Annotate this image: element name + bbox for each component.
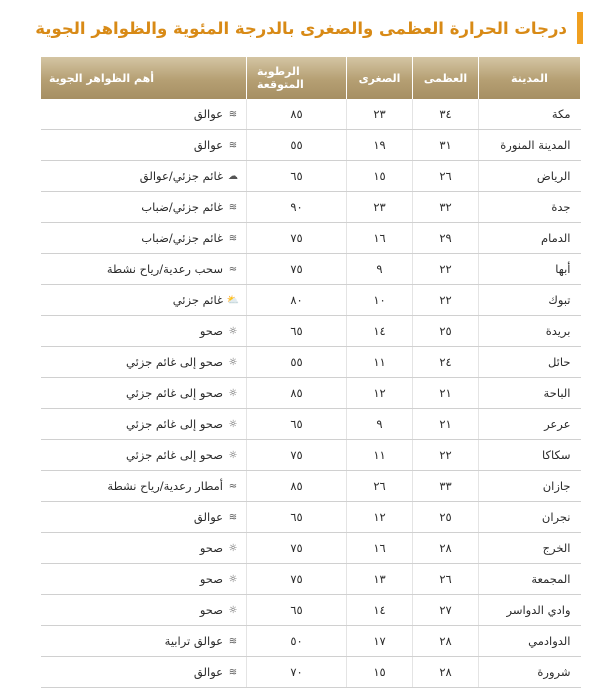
weather-table xyxy=(40,57,581,688)
table-row xyxy=(41,223,581,254)
cell-max: ٢٩ xyxy=(413,223,479,254)
table-row xyxy=(41,564,581,595)
table-row xyxy=(41,409,581,440)
cell-humidity: ٨٥ xyxy=(247,471,347,502)
cell-city: سكاكا xyxy=(479,440,581,471)
cell-city: مكة xyxy=(479,99,581,130)
phenomena-label: صحو إلى غائم جزئي xyxy=(126,448,223,462)
cell-min: ١٦ xyxy=(347,533,413,564)
cell-phenomena xyxy=(41,626,247,657)
cell-humidity: ٦٥ xyxy=(247,409,347,440)
table-row xyxy=(41,316,581,347)
cell-max: ٢٨ xyxy=(413,657,479,688)
cell-max: ٢٧ xyxy=(413,595,479,626)
cell-humidity: ٦٥ xyxy=(247,595,347,626)
cell-min: ١٧ xyxy=(347,626,413,657)
cell-max: ٢٢ xyxy=(413,440,479,471)
table-row xyxy=(41,626,581,657)
wind-icon: ≈ xyxy=(228,264,238,275)
cloud-dust-icon: ☁ xyxy=(228,171,238,182)
cell-humidity: ٧٥ xyxy=(247,533,347,564)
cell-humidity: ٧٥ xyxy=(247,564,347,595)
cell-max: ٢٨ xyxy=(413,533,479,564)
table-row xyxy=(41,347,581,378)
cell-city: الدمام xyxy=(479,223,581,254)
cell-max: ٢٦ xyxy=(413,564,479,595)
cell-max: ٣٤ xyxy=(413,99,479,130)
phenomena-label: أمطار رعدية/رياح نشطة xyxy=(107,479,223,493)
table-row xyxy=(41,657,581,688)
cell-min: ٢٣ xyxy=(347,192,413,223)
sun-icon: ☼ xyxy=(228,543,238,554)
cell-min: ١٥ xyxy=(347,657,413,688)
phenomena-label: عوالق xyxy=(193,138,223,152)
cell-city: عرعر xyxy=(479,409,581,440)
cell-max: ٣٣ xyxy=(413,471,479,502)
cell-humidity: ٦٥ xyxy=(247,502,347,533)
cell-city: جدة xyxy=(479,192,581,223)
sun-icon: ☼ xyxy=(228,574,238,585)
cell-phenomena xyxy=(41,285,247,316)
phenomena-label: غائم جزئي/ضباب xyxy=(141,231,223,245)
dust-icon: ≋ xyxy=(228,636,238,647)
cell-max: ٣٢ xyxy=(413,192,479,223)
table-row xyxy=(41,161,581,192)
cell-phenomena xyxy=(41,595,247,626)
cell-phenomena xyxy=(41,99,247,130)
cell-max: ٢٥ xyxy=(413,316,479,347)
cell-phenomena xyxy=(41,502,247,533)
sun-icon: ☼ xyxy=(228,605,238,616)
cell-max: ٢٨ xyxy=(413,626,479,657)
dust-icon: ≋ xyxy=(228,667,238,678)
cell-min: ١٤ xyxy=(347,316,413,347)
cell-humidity: ٥٥ xyxy=(247,130,347,161)
cell-phenomena xyxy=(41,440,247,471)
phenomena-label: غائم جزئي/ضباب xyxy=(141,200,223,214)
table-row xyxy=(41,533,581,564)
cell-humidity: ٧٥ xyxy=(247,223,347,254)
cell-city: الدوادمي xyxy=(479,626,581,657)
phenomena-label: عوالق xyxy=(193,665,223,679)
phenomena-label: صحو xyxy=(199,603,223,617)
cell-max: ٢٦ xyxy=(413,161,479,192)
cell-max: ٢١ xyxy=(413,409,479,440)
cell-city: المجمعة xyxy=(479,564,581,595)
cell-min: ١٠ xyxy=(347,285,413,316)
phenomena-label: عوالق ترابية xyxy=(164,634,223,648)
table-row xyxy=(41,285,581,316)
cell-min: ١٢ xyxy=(347,502,413,533)
page-title-block xyxy=(35,12,583,44)
cell-humidity: ٨٥ xyxy=(247,99,347,130)
cell-city: نجران xyxy=(479,502,581,533)
cell-humidity: ٥٠ xyxy=(247,626,347,657)
cell-min: ٩ xyxy=(347,254,413,285)
cell-city: شرورة xyxy=(479,657,581,688)
cell-humidity: ٨٠ xyxy=(247,285,347,316)
cell-city: حائل xyxy=(479,347,581,378)
cell-min: ٢٦ xyxy=(347,471,413,502)
table-row xyxy=(41,440,581,471)
cell-min: ١٦ xyxy=(347,223,413,254)
cell-phenomena xyxy=(41,564,247,595)
cell-phenomena xyxy=(41,409,247,440)
phenomena-label: غائم جزئي xyxy=(172,293,223,307)
phenomena-label: صحو xyxy=(199,324,223,338)
cell-min: ١١ xyxy=(347,440,413,471)
cell-min: ١٢ xyxy=(347,378,413,409)
table-row xyxy=(41,192,581,223)
cell-city: بريدة xyxy=(479,316,581,347)
cell-min: ١٣ xyxy=(347,564,413,595)
cell-phenomena xyxy=(41,378,247,409)
cell-humidity: ٨٥ xyxy=(247,378,347,409)
cell-phenomena xyxy=(41,471,247,502)
dust-icon: ≋ xyxy=(228,109,238,120)
cell-min: ١١ xyxy=(347,347,413,378)
cell-max: ٢١ xyxy=(413,378,479,409)
cell-phenomena xyxy=(41,223,247,254)
wind-icon: ≈ xyxy=(228,481,238,492)
sun-cloud-icon: ☼ xyxy=(228,419,238,430)
cell-phenomena xyxy=(41,254,247,285)
cell-min: ١٥ xyxy=(347,161,413,192)
table-row xyxy=(41,502,581,533)
cell-max: ٢٢ xyxy=(413,285,479,316)
cell-humidity: ٦٥ xyxy=(247,161,347,192)
sun-cloud-icon: ☼ xyxy=(228,450,238,461)
cell-max: ٣١ xyxy=(413,130,479,161)
phenomena-label: عوالق xyxy=(193,107,223,121)
cell-city: وادي الدواسر xyxy=(479,595,581,626)
cell-phenomena xyxy=(41,533,247,564)
cell-phenomena xyxy=(41,161,247,192)
header-humidity: الرطوبة المتوقعة xyxy=(247,57,347,99)
cell-city: المدينة المنورة xyxy=(479,130,581,161)
cell-humidity: ٩٠ xyxy=(247,192,347,223)
sun-icon: ☼ xyxy=(228,326,238,337)
cell-city: أبها xyxy=(479,254,581,285)
cell-min: ٩ xyxy=(347,409,413,440)
phenomena-label: صحو إلى غائم جزئي xyxy=(126,355,223,369)
cell-min: ١٤ xyxy=(347,595,413,626)
cell-city: جازان xyxy=(479,471,581,502)
cell-humidity: ٦٥ xyxy=(247,316,347,347)
page-title: درجات الحرارة العظمى والصغرى بالدرجة المئوية والظواهر الجوية xyxy=(35,18,567,38)
cell-phenomena xyxy=(41,657,247,688)
cell-city: الرياض xyxy=(479,161,581,192)
table-row xyxy=(41,471,581,502)
fog-icon: ≋ xyxy=(228,233,238,244)
cell-humidity: ٧٥ xyxy=(247,254,347,285)
cell-max: ٢٢ xyxy=(413,254,479,285)
cell-city: الباحة xyxy=(479,378,581,409)
cell-humidity: ٥٥ xyxy=(247,347,347,378)
cell-humidity: ٧٠ xyxy=(247,657,347,688)
cell-max: ٢٤ xyxy=(413,347,479,378)
cell-phenomena xyxy=(41,347,247,378)
dust-icon: ≋ xyxy=(228,140,238,151)
cell-phenomena xyxy=(41,130,247,161)
phenomena-label: سحب رعدية/رياح نشطة xyxy=(106,262,223,276)
table-row xyxy=(41,378,581,409)
title-accent-bar xyxy=(577,12,583,44)
cell-phenomena xyxy=(41,316,247,347)
table-header-row xyxy=(41,57,581,99)
header-phenomena: أهم الظواهر الجوية xyxy=(41,57,247,99)
fog-icon: ≋ xyxy=(228,202,238,213)
header-min: الصغرى xyxy=(347,57,413,99)
cell-max: ٢٥ xyxy=(413,502,479,533)
cell-phenomena xyxy=(41,192,247,223)
table-row xyxy=(41,254,581,285)
sun-cloud-icon: ☼ xyxy=(228,357,238,368)
sun-cloud-icon: ☼ xyxy=(228,388,238,399)
phenomena-label: صحو إلى غائم جزئي xyxy=(126,386,223,400)
table-row xyxy=(41,595,581,626)
header-city: المدينة xyxy=(479,57,581,99)
phenomena-label: صحو xyxy=(199,541,223,555)
cell-humidity: ٧٥ xyxy=(247,440,347,471)
table-row xyxy=(41,130,581,161)
partly-cloudy-icon: ⛅ xyxy=(226,295,240,306)
cell-min: ١٩ xyxy=(347,130,413,161)
cell-city: تبوك xyxy=(479,285,581,316)
cell-city: الخرج xyxy=(479,533,581,564)
phenomena-label: غائم جزئي/عوالق xyxy=(139,169,223,183)
header-max: العظمى xyxy=(413,57,479,99)
phenomena-label: عوالق xyxy=(193,510,223,524)
dust-icon: ≋ xyxy=(228,512,238,523)
cell-min: ٢٣ xyxy=(347,99,413,130)
phenomena-label: صحو إلى غائم جزئي xyxy=(126,417,223,431)
table-row xyxy=(41,99,581,130)
phenomena-label: صحو xyxy=(199,572,223,586)
